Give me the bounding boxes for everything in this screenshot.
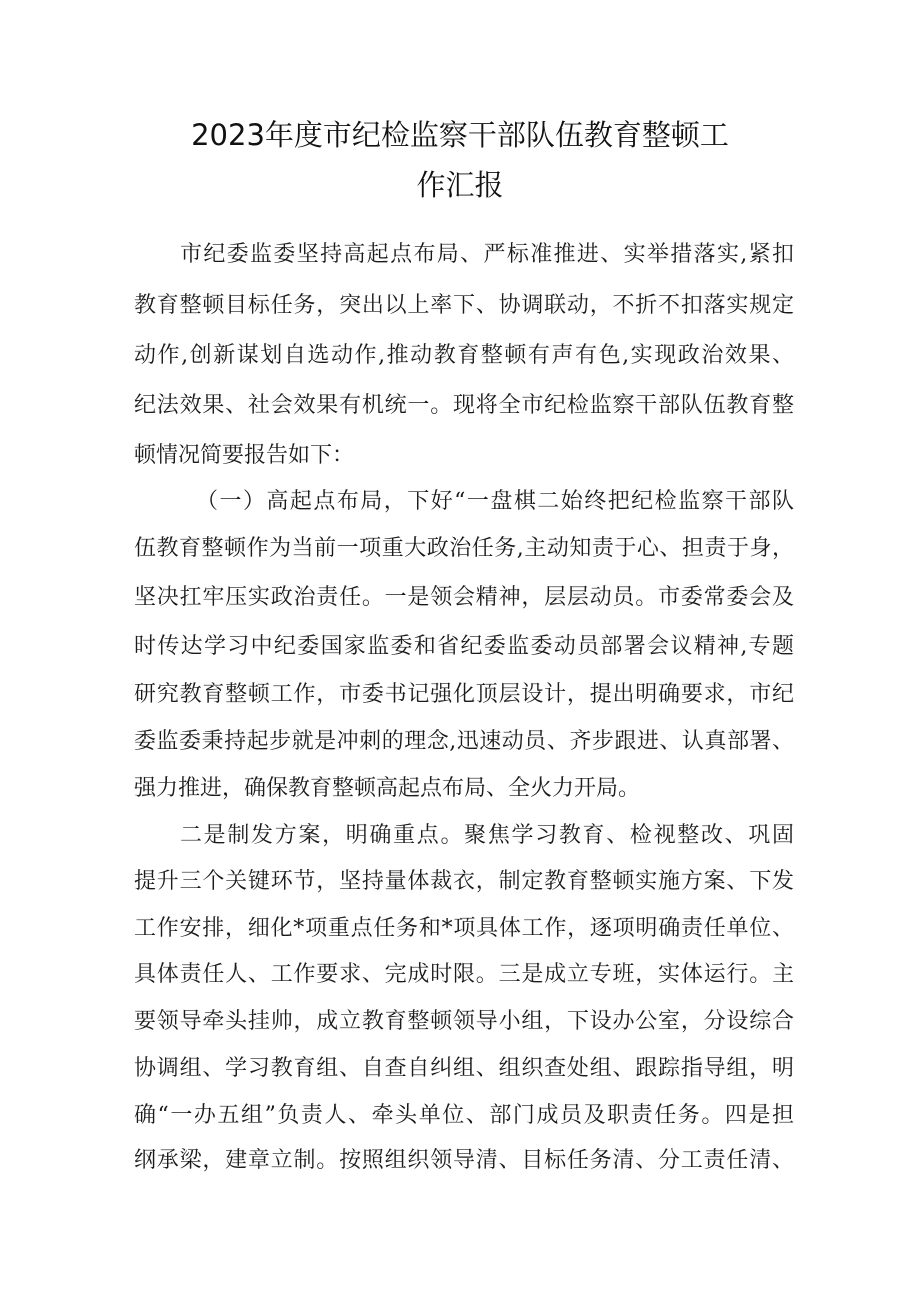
paragraph-line: 时传达学习中纪委国家监委和省纪委监委动员部署会议精神,专题	[134, 634, 794, 659]
paragraph-line: 具体责任人、工作要求、完成时限。三是成立专班，实体运行。主	[134, 962, 794, 987]
paragraph-line: 坚决扛牢压实政治责任。一是领会精神，层层动员。市委常委会及	[134, 585, 794, 610]
paragraph-line: 工作安排，细化*项重点任务和*项具体工作，逐项明确责任单位、	[134, 916, 794, 941]
paragraph-line: 研究教育整顿工作，市委书记强化顶层设计，提出明确要求，市纪	[134, 682, 794, 707]
document-title-line-2: 作汇报	[416, 168, 504, 202]
paragraph-line: 要领导牵头挂帅，成立教育整顿领导小组，下设办公室，分设综合	[134, 1009, 794, 1034]
paragraph-line: 纪法效果、社会效果有机统一。现将全市纪检监察干部队伍教育整	[134, 393, 794, 418]
document-title-line-1: 2023年度市纪检监察干部队伍教育整顿工	[191, 118, 729, 152]
paragraph-line: 市纪委监委坚持高起点布局、严标准推进、实举措落实,紧扣	[180, 242, 794, 267]
paragraph-line: （一）高起点布局，下好“一盘棋二始终把纪检监察干部队	[196, 489, 794, 514]
paragraph-line: 委监委秉持起步就是冲刺的理念,迅速动员、齐步跟进、认真部署、	[134, 729, 794, 754]
paragraph-line: 顿情况简要报告如下：	[134, 443, 355, 468]
paragraph-line: 强力推进，确保教育整顿高起点布局、全火力开局。	[134, 776, 641, 801]
paragraph-line: 二是制发方案，明确重点。聚焦学习教育、检视整改、巩固	[180, 823, 794, 848]
paragraph-line: 动作,创新谋划自选动作,推动教育整顿有声有色,实现政治效果、	[134, 343, 794, 368]
paragraph-line: 教育整顿目标任务，突出以上率下、协调联动，不折不扣落实规定	[134, 293, 794, 318]
paragraph-line: 确“一办五组”负责人、牵头单位、部门成员及职责任务。四是担	[134, 1103, 794, 1128]
paragraph-line: 提升三个关键环节，坚持量体裁衣，制定教育整顿实施方案、下发	[134, 869, 794, 894]
paragraph-line: 纲承梁，建章立制。按照组织领导清、目标任务清、分工责任清、	[134, 1148, 794, 1173]
paragraph-line: 协调组、学习教育组、自查自纠组、组织查处组、跟踪指导组，明	[134, 1056, 794, 1081]
paragraph-line: 伍教育整顿作为当前一项重大政治任务,主动知责于心、担责于身，	[134, 536, 794, 561]
